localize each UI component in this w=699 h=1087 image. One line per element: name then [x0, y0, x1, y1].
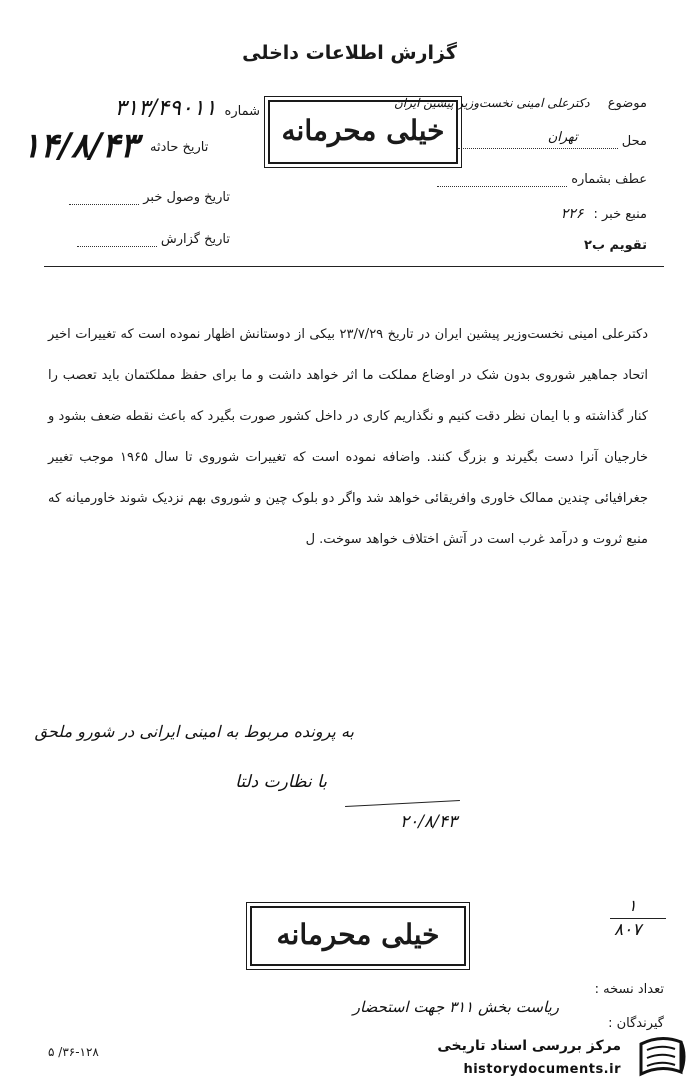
form-code: ۳۶-۱۲۸/ ۵ [48, 1045, 99, 1059]
fraction-line [610, 918, 666, 919]
number-label: شماره [224, 104, 260, 119]
header-separator [44, 266, 664, 267]
recipients-label: گیرندگان : [608, 1016, 664, 1031]
handwritten-note-line2: با نظارت دلتا [235, 772, 327, 792]
confidential-stamp-top: خیلی محرمانه [268, 100, 458, 164]
place-row [458, 130, 647, 149]
report-title: گزارش اطلاعات داخلی [242, 42, 457, 64]
number-value: ۳۱۳/۴۹۰۱۱ [114, 96, 217, 121]
valuation-row [584, 238, 647, 253]
reference-label: عطف بشماره [571, 172, 647, 187]
fraction-denominator: ۸۰۷ [614, 920, 642, 940]
report-body: دکترعلی امینی نخست‌وزیر پیشین ایران در تاریخ ۲۳/۷/۲۹ بیکی از دوستانش اظهار نموده است که تغییرات اخیر اتحاد جماهیر شوروی بدون شک در اوضاع مملکت ما اثر خواهد داشت و ما برای حفظ مملکتمان باید تعصب را کنار گذاشته و با ایمان نظر دقت کنیم و نگذاریم کاری در داخل کشور صورت بگیرد که باعث نقطه ضعف بشود و خارجیان آنرا دست بگیرند و بزرگ کنند. واضافه نموده است که تغییرات شوروی تا سال ۱۹۶۵ موجب تغییر جغرافیائی چندین ممالک خاوری وافریقائی خواهد شد واگر دو بلوک چین و شوروی بهم نزدیک شوند خاورمیانه که منبع ثروت و درآمد غرب است در آتش اختلاف خواهد سوخت. ل [48, 327, 648, 547]
place-value: تهران [547, 130, 578, 145]
watermark-url: historydocuments.ir [463, 1062, 621, 1077]
place-label: محل [621, 134, 647, 149]
watermark-org-name: مرکز بررسی اسناد تاریخی [437, 1038, 621, 1054]
copies-label: تعداد نسخه : [594, 982, 664, 997]
received-date-label: تاریخ وصول خبر [143, 190, 230, 205]
handwritten-note-date: ۲۰/۸/۴۳ [400, 812, 458, 832]
confidential-stamp-bottom: خیلی محرمانه [250, 906, 466, 966]
subject-value: دکترعلی امینی نخست‌وزیر پیشین ایران [393, 96, 590, 110]
event-date-label: تاریخ حادثه [150, 140, 209, 155]
fraction-numerator: ۱ [628, 896, 637, 915]
received-date-row [60, 190, 230, 205]
source-value: ۲۲۶ [560, 206, 584, 222]
archive-logo-icon [635, 1034, 687, 1082]
source-label: منبع خبر : [593, 207, 647, 222]
subject-label: موضوع [607, 96, 647, 111]
handwritten-note-line1: به پرونده مربوط به امینی ایرانی در شورو ملحق [34, 722, 354, 741]
watermark [400, 1026, 699, 1087]
recipients-value: ریاست بخش ۳۱۱ جهت استحضار [352, 998, 559, 1016]
number-row [60, 96, 260, 121]
event-date-value: ۱۴/۸/۴۳ [22, 126, 139, 166]
report-date-row [60, 232, 230, 247]
valuation-label: تقویم ب۲ [584, 238, 647, 253]
source-row [561, 206, 647, 222]
reference-row [437, 172, 647, 187]
report-date-label: تاریخ گزارش [160, 232, 230, 247]
note-underline [345, 800, 460, 807]
